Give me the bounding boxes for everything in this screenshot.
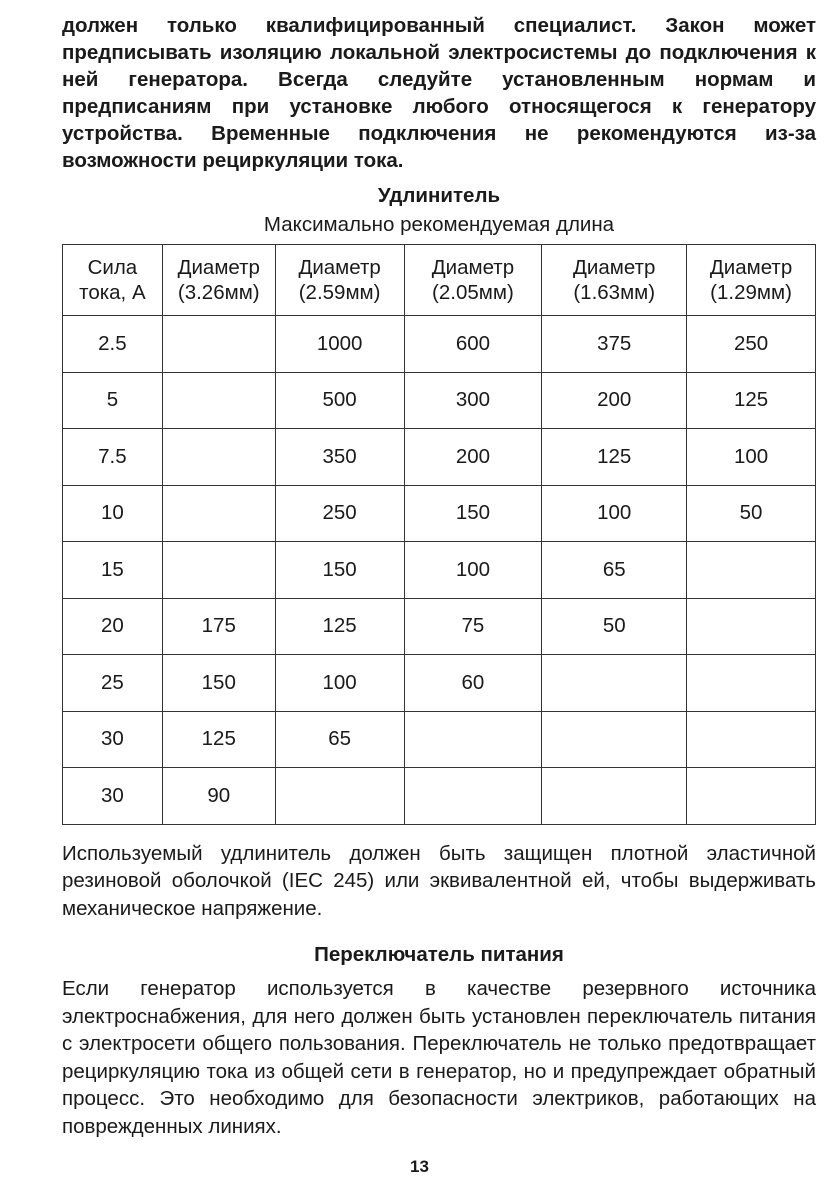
length-cell: 75	[404, 598, 542, 655]
extension-title: Удлинитель	[377, 184, 501, 207]
table-row	[63, 768, 816, 825]
length-cell	[275, 768, 404, 825]
length-cell: 350	[275, 429, 404, 486]
column-header-line: (1.29мм)	[710, 281, 792, 304]
column-header	[687, 245, 816, 316]
length-cell	[162, 542, 275, 599]
length-cell: 175	[162, 598, 275, 655]
extension-length-table	[62, 244, 816, 825]
length-cell: 125	[687, 372, 816, 429]
table-row	[63, 372, 816, 429]
length-cell	[162, 316, 275, 373]
table-header-row	[63, 245, 816, 316]
length-cell: 1000	[275, 316, 404, 373]
length-cell: 300	[404, 372, 542, 429]
column-header	[275, 245, 404, 316]
current-cell: 5	[63, 372, 163, 429]
current-cell: 10	[63, 485, 163, 542]
switch-paragraph: Если генератор используется в качестве резервного источника электроснабжения, для него должен быть установлен переключатель питания с электросети общего пользования. Переключатель не только предотвращает рециркуляцию тока из общей сети в генератор, но и предупреждает обратный процесс. Это необходимо для безопасности электриков, работающих на поврежденных линиях.	[62, 977, 816, 1138]
length-cell	[687, 711, 816, 768]
length-cell: 125	[162, 711, 275, 768]
length-cell: 150	[404, 485, 542, 542]
current-cell: 20	[63, 598, 163, 655]
length-cell	[687, 768, 816, 825]
column-header	[63, 245, 163, 316]
column-header-line: Диаметр	[573, 256, 656, 279]
length-cell: 150	[162, 655, 275, 712]
switch-title: Переключатель питания	[314, 943, 564, 966]
length-cell: 100	[404, 542, 542, 599]
length-cell: 50	[687, 485, 816, 542]
length-cell: 100	[542, 485, 687, 542]
table-row	[63, 429, 816, 486]
page-number: 13	[410, 1157, 429, 1176]
length-cell	[404, 711, 542, 768]
column-header-line: (2.59мм)	[298, 281, 381, 304]
length-cell	[542, 768, 687, 825]
table-row	[63, 598, 816, 655]
length-cell: 250	[275, 485, 404, 542]
column-header	[162, 245, 275, 316]
length-cell	[542, 655, 687, 712]
length-cell: 375	[542, 316, 687, 373]
current-cell: 30	[63, 711, 163, 768]
length-cell: 90	[162, 768, 275, 825]
table-row	[63, 655, 816, 712]
table-row	[63, 711, 816, 768]
length-cell: 100	[687, 429, 816, 486]
column-header-line: (1.63мм)	[573, 281, 656, 304]
column-header-line: (3.26мм)	[177, 281, 260, 304]
length-cell	[162, 485, 275, 542]
length-cell: 100	[275, 655, 404, 712]
length-cell	[404, 768, 542, 825]
length-cell	[687, 655, 816, 712]
current-cell: 7.5	[63, 429, 163, 486]
column-header-line: Диаметр	[431, 256, 515, 279]
length-cell	[687, 542, 816, 599]
length-cell: 600	[404, 316, 542, 373]
document-page	[62, 12, 816, 1140]
length-cell: 250	[687, 316, 816, 373]
length-cell	[162, 372, 275, 429]
column-header	[542, 245, 687, 316]
column-header-line: Диаметр	[177, 256, 260, 279]
length-cell: 65	[542, 542, 687, 599]
table-row	[63, 485, 816, 542]
length-cell: 200	[404, 429, 542, 486]
table-row	[63, 542, 816, 599]
table-row	[63, 316, 816, 373]
extension-note: Используемый удлинитель должен быть защищен плотной эластичной резиновой оболочкой (IEC 245) или эквивалентной ей, чтобы выдерживать механическое напряжение.	[62, 841, 816, 920]
current-cell: 30	[63, 768, 163, 825]
length-cell: 125	[542, 429, 687, 486]
length-cell	[162, 429, 275, 486]
column-header	[404, 245, 542, 316]
column-header-line: тока, А	[79, 281, 146, 304]
current-cell: 15	[63, 542, 163, 599]
length-cell	[687, 598, 816, 655]
extension-subtitle: Максимально рекомендуемая длина	[263, 213, 615, 236]
column-header-line: (2.05мм)	[432, 281, 514, 304]
length-cell: 65	[275, 711, 404, 768]
length-cell: 200	[542, 372, 687, 429]
length-cell: 50	[542, 598, 687, 655]
current-cell: 2.5	[63, 316, 163, 373]
length-cell: 125	[275, 598, 404, 655]
length-cell: 500	[275, 372, 404, 429]
column-header-line: Диаметр	[709, 256, 793, 279]
current-cell: 25	[63, 655, 163, 712]
column-header-line: Сила	[87, 256, 138, 279]
column-header-line: Диаметр	[298, 256, 381, 279]
length-cell	[542, 711, 687, 768]
table-body	[63, 316, 816, 825]
length-cell: 150	[275, 542, 404, 599]
intro-paragraph: должен только квалифицированный специалист. Закон может предписывать изоляцию локальной электросистемы до подключения к ней генератора. Всегда следуйте установленным нормам и предписаниям при установке любого относящегося к генератору устройства. Временные подключения не рекомендуются из-за возможности рециркуляции тока.	[62, 14, 816, 172]
length-cell: 60	[404, 655, 542, 712]
